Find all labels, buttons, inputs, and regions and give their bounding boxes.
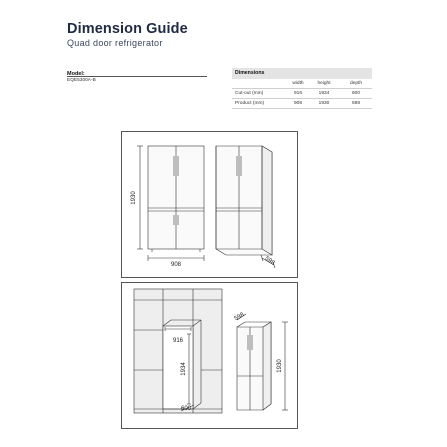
depth-label: 598: [263, 255, 276, 267]
product-depth-label: 598: [233, 312, 246, 323]
model-number: EQE5300A-B: [67, 78, 96, 83]
row-label-cutout: Cut-out (mm): [235, 91, 264, 96]
perspective-view-fridge: [216, 146, 272, 255]
product-perspective-fridge: [237, 322, 271, 410]
cutout-height: 1934: [318, 91, 330, 96]
page-title: Dimension Guide: [67, 21, 188, 37]
product-height-label: 1930: [277, 359, 283, 373]
column-header-width: width: [292, 81, 304, 86]
cabinet-cutout-drawing: [134, 289, 222, 413]
model-label: Model:: [67, 71, 85, 77]
height-label: 1930: [131, 191, 137, 205]
cutout-width: 916: [293, 91, 302, 96]
product-depth: 598: [351, 101, 360, 106]
cutout-depth: 600: [351, 91, 360, 96]
dimensions-heading: Dimensions: [232, 68, 372, 79]
cutout-height-label: 1934: [181, 362, 187, 376]
width-label: 908: [170, 262, 182, 268]
column-header-height: height: [317, 81, 331, 86]
product-width: 908: [293, 101, 302, 106]
column-header-depth: depth: [349, 81, 362, 86]
page-subtitle: Quad door refrigerator: [67, 38, 163, 48]
cutout-depth-label: 600: [180, 406, 192, 412]
height-dimension-line: [137, 146, 143, 249]
product-height: 1930: [318, 101, 330, 106]
cutout-width-label: 916: [172, 338, 184, 344]
width-dimension-line: [148, 255, 204, 261]
row-label-product: Product (mm): [235, 101, 265, 106]
front-view-fridge: [148, 146, 204, 252]
